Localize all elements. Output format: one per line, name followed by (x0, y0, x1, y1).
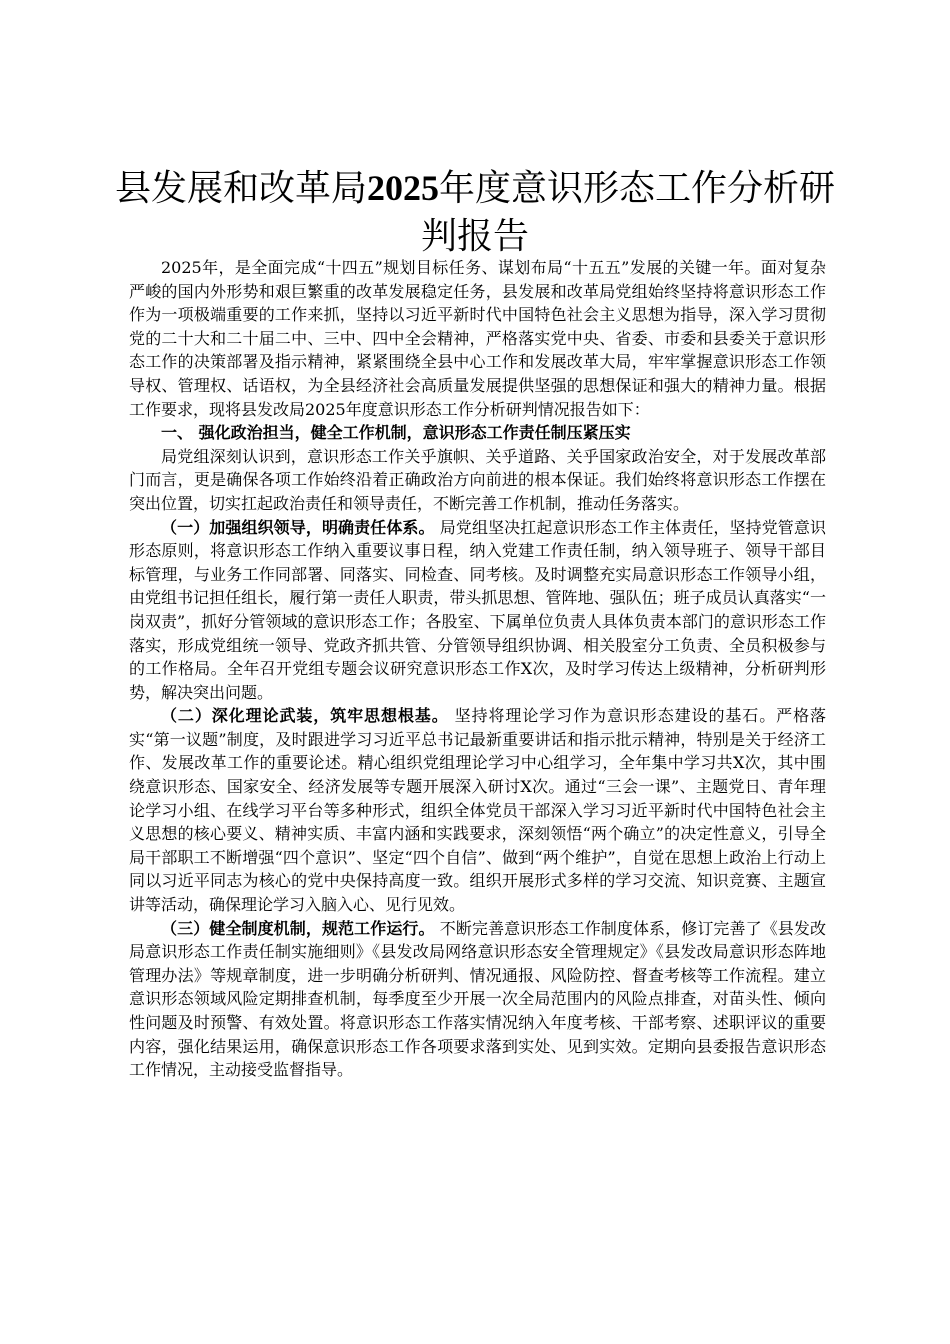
subsection-2-paragraph (129, 704, 826, 916)
section-heading-1: 一、 强化政治担当，健全工作机制，意识形态工作责任制压紧压实 (161, 423, 631, 443)
subsection-2-heading: （二）深化理论武装，筑牢思想根基。 (161, 706, 449, 726)
document-title (110, 164, 840, 261)
subsection-1-paragraph (129, 516, 826, 705)
title-part2: 年度意识形态工作分析研判报告 (420, 168, 836, 257)
subsection-1-text: 局党组坚决扛起意识形态工作主体责任，坚持党管意识形态原则，将意识形态工作纳入重要议事日程，纳入党建工作责任制，纳入领导班子、领导干部目标管理，与业务工作同部署、同落实、同检查、同考核。及时调整充实局意识形态工作领导小组，由党组书记担任组长，履行第一责任人职责，带头抓思想、管阵地、强队伍；班子成员认真落实“一岗双责”，抓好分管领域的意识形态工作；各股室、下属单位负责人具体负责本部门的意识形态工作落实，形成党组统一领导、党政齐抓共管、分管领导组织协调、相关股室分工负责、全员积极参与的工作格局。全年召开党组专题会议研究意识形态工作X次，及时学习传达上级精神，分析研判形势，解决突出问题。 (129, 517, 826, 702)
subsection-3-text: 不断完善意识形态工作制度体系，修订完善了《县发改局意识形态工作责任制实施细则》《县发改局网络意识形态安全管理规定》《县发改局意识形态阵地管理办法》等规章制度，进一步明确分析研判、情况通报、风险防控、督查考核等工作流程。建立意识形态领域风险定期排查机制，每季度至少开展一次全局范围内的风险点排查，对苗头性、倾向性问题及时预警、有效处置。将意识形态工作落实情况纳入年度考核、干部考察、述职评议的重要内容，强化结果运用，确保意识形态工作各项要求落到实处、见到实效。定期向县委报告意识形态工作情况，主动接受监督指导。 (129, 918, 826, 1080)
subsection-3-paragraph (129, 917, 826, 1082)
subsection-2-text: 坚持将理论学习作为意识形态建设的基石。严格落实“第一议题”制度，及时跟进学习习近平总书记最新重要讲话和指示批示精神，特别是关于经济工作、发展改革工作的重要论述。精心组织党组理论学习中心组学习，全年集中学习共X次，其中围绕意识形态、国家安全、经济发展等专题开展深入研讨X次。通过“三会一课”、主题党日、青年理论学习小组、在线学习平台等多种形式，组织全体党员干部深入学习习近平新时代中国特色社会主义思想的核心要义、精神实质、丰富内涵和实践要求，深刻领悟“两个确立”的决定性意义，引导全局干部职工不断增强“四个意识”、坚定“四个自信”、做到“两个维护”，自觉在思想上政治上行动上同以习近平同志为核心的党中央保持高度一致。组织开展形式多样的学习交流、知识竞赛、主题宣讲等活动，确保理论学习入脑入心、见行见效。 (129, 706, 826, 915)
section-1-paragraph: 局党组深刻认识到，意识形态工作关乎旗帜、关乎道路、关乎国家政治安全，对于发展改革部门而言，更是确保各项工作始终沿着正确政治方向前进的根本保证。我们始终将意识形态工作摆在突出位置，切实扛起政治责任和领导责任，不断完善工作机制，推动任务落实。 (129, 446, 826, 513)
subsection-1-heading: （一）加强组织领导，明确责任体系。 (161, 517, 435, 537)
title-year: 2025 (367, 168, 439, 208)
title-part1: 县发展和改革局 (114, 168, 367, 209)
intro-paragraph: 2025年，是全面完成“十四五”规划目标任务、谋划布局“十五五”发展的关键一年。面对复杂严峻的国内外形势和艰巨繁重的改革发展稳定任务，县发展和改革局党组始终坚持将意识形态工作作为一项极端重要的工作来抓，坚持以习近平新时代中国特色社会主义思想为指导，深入学习贯彻党的二十大和二十届二中、三中、四中全会精神，严格落实党中央、省委、市委和县委关于意识形态工作的决策部署及指示精神，紧紧围绕全县中心工作和发展改革大局，牢牢掌握意识形态工作领导权、管理权、话语权，为全县经济社会高质量发展提供坚强的思想保证和强大的精神力量。根据工作要求，现将县发改局2025年度意识形态工作分析研判情况报告如下： (129, 258, 826, 419)
document-body (129, 256, 826, 1082)
subsection-3-heading: （三）健全制度机制，规范工作运行。 (161, 918, 435, 938)
